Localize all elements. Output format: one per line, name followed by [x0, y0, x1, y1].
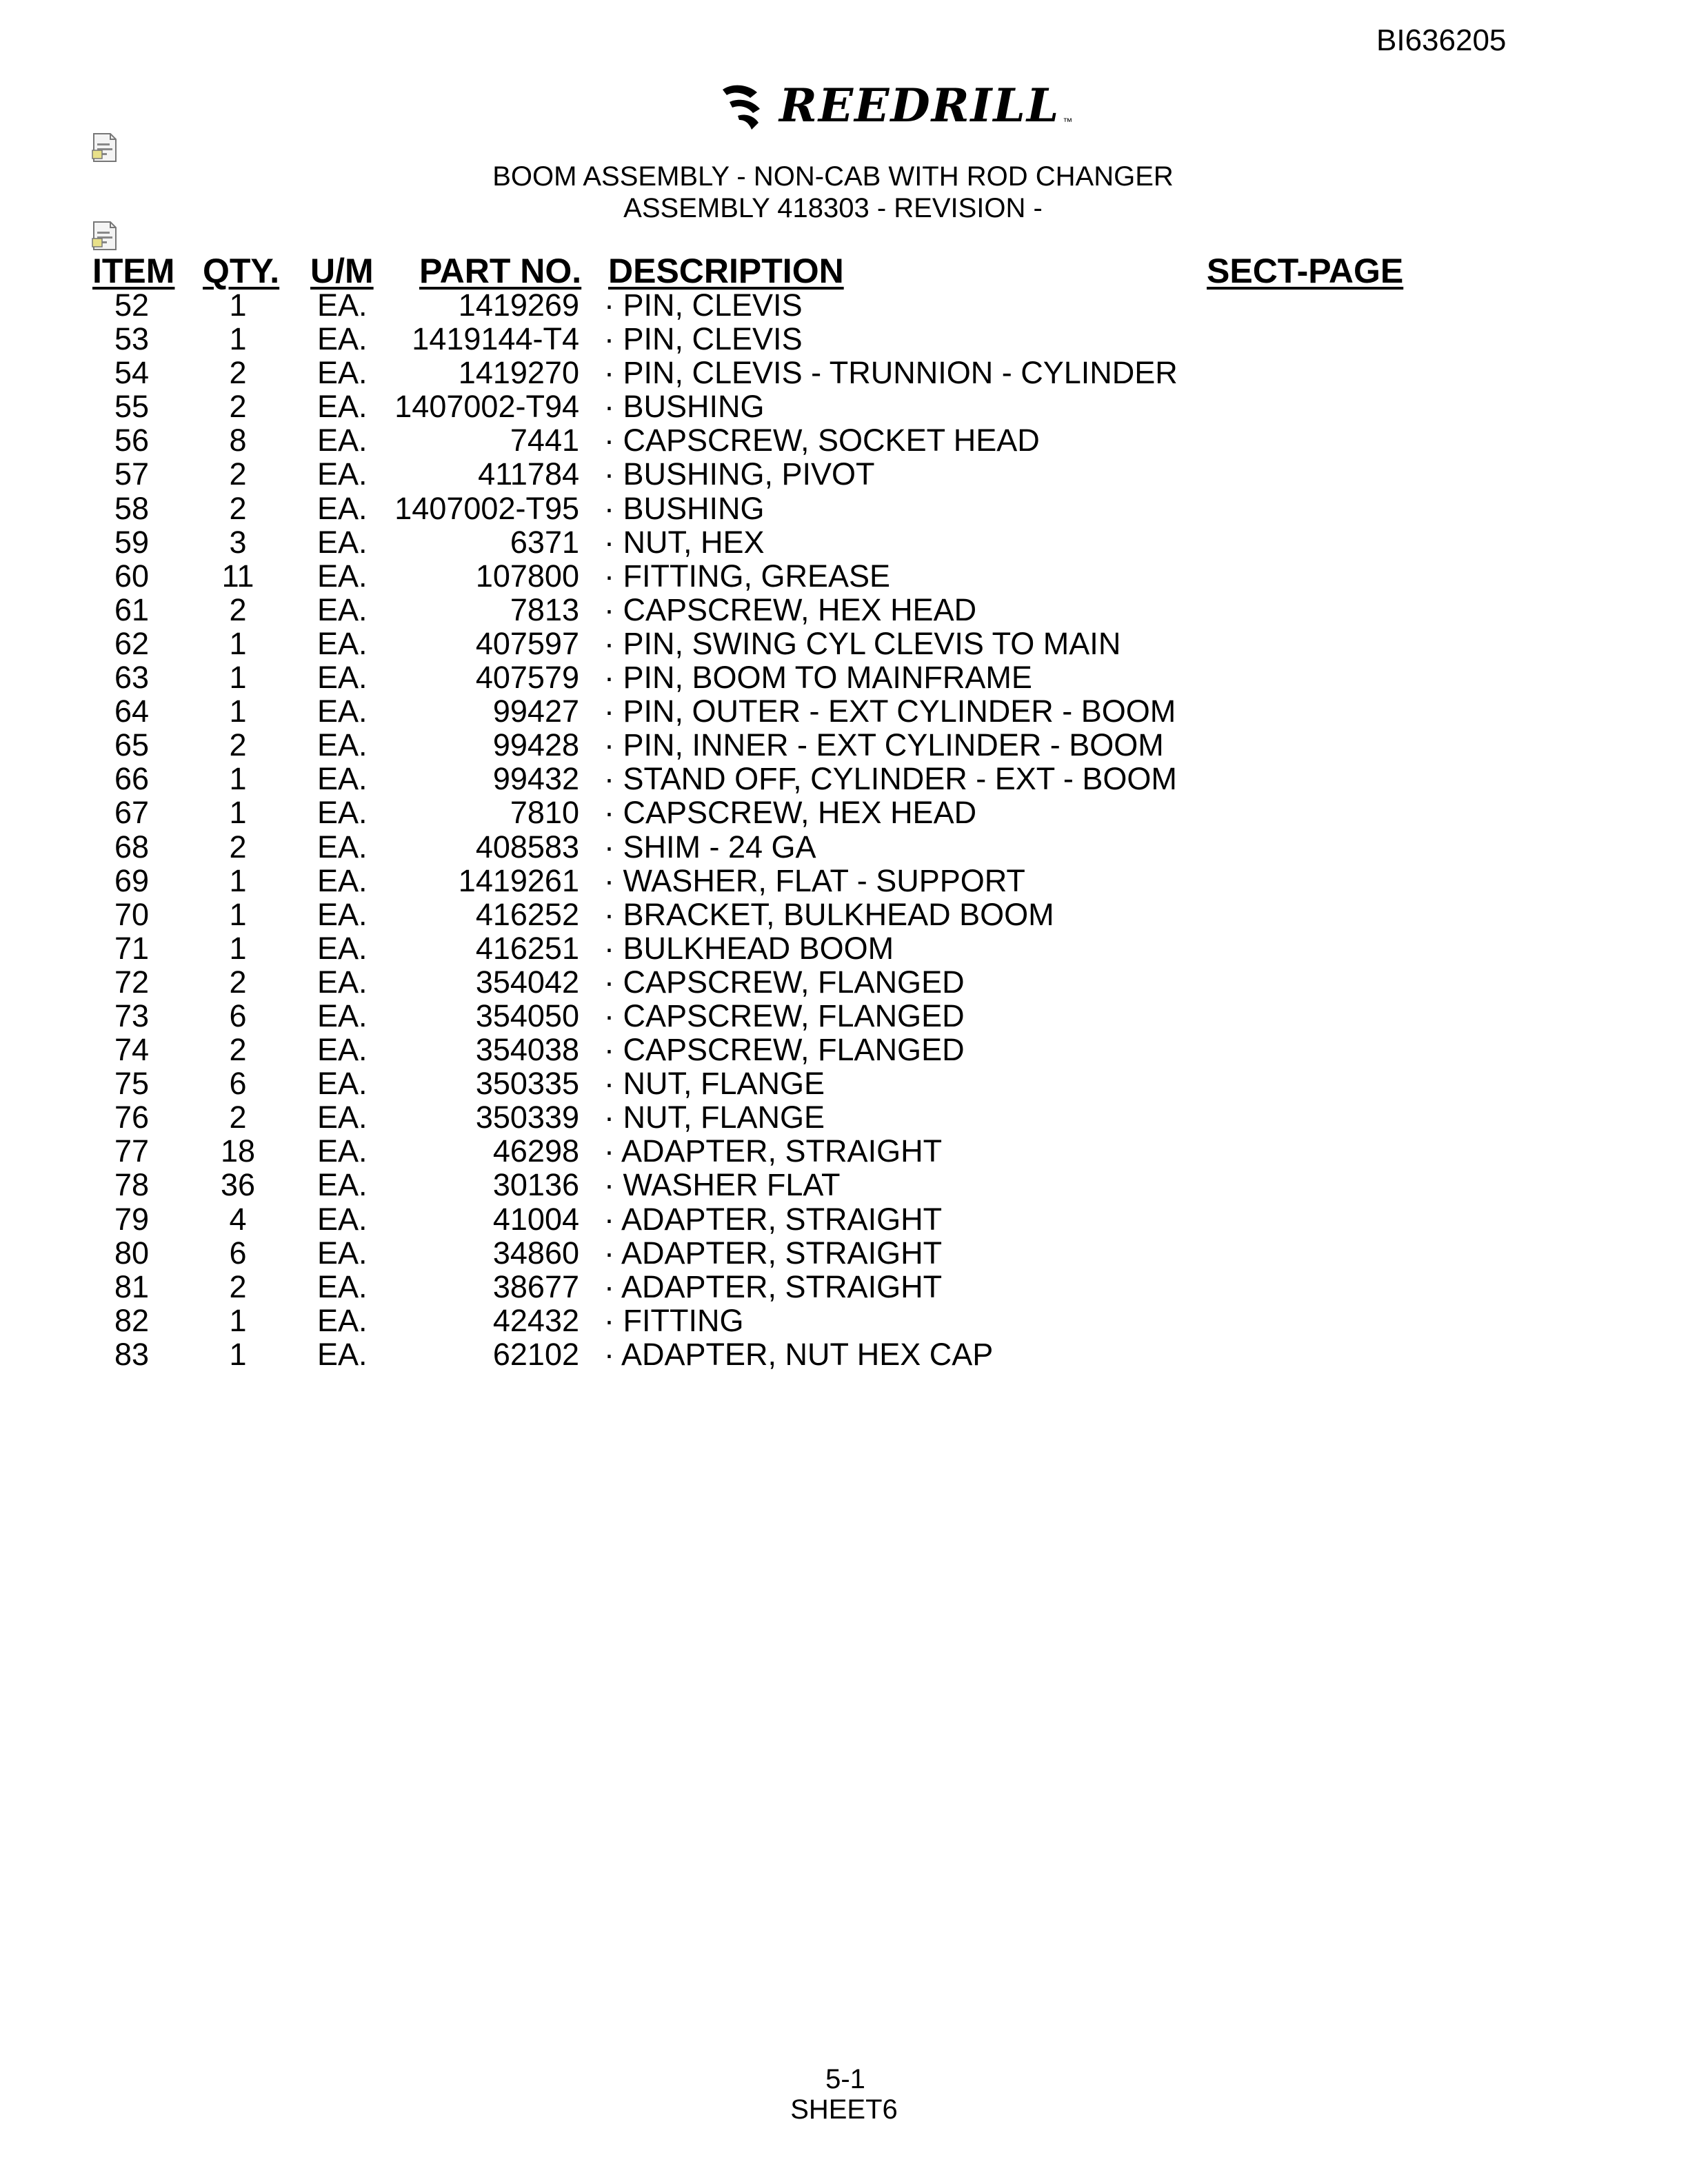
quantity: 4 [229, 1201, 247, 1237]
quantity: 2 [229, 1268, 247, 1304]
part-description: · BUSHING [604, 490, 765, 526]
quantity: 2 [229, 592, 247, 627]
item-number: 82 [114, 1302, 150, 1338]
column-header-qty: QTY. [203, 252, 280, 290]
table-row [0, 288, 1688, 322]
table-row [0, 1134, 1688, 1168]
item-number: 62 [114, 625, 150, 661]
quantity: 1 [229, 625, 247, 661]
document-id: BI636205 [1376, 23, 1507, 57]
unit-of-measure: EA. [317, 660, 368, 696]
item-number: 74 [114, 1032, 150, 1068]
sheet-label: SHEET6 [790, 2094, 898, 2125]
item-number: 64 [114, 694, 150, 729]
parts-list [0, 288, 1688, 1371]
item-number: 72 [114, 964, 150, 1000]
item-number: 79 [114, 1201, 150, 1237]
unit-of-measure: EA. [317, 1302, 368, 1338]
quantity: 2 [229, 355, 247, 391]
item-number: 75 [114, 1066, 150, 1102]
part-description: · NUT, FLANGE [604, 1066, 825, 1102]
unit-of-measure: EA. [317, 1032, 368, 1068]
table-row [0, 660, 1688, 694]
quantity: 6 [229, 1066, 247, 1102]
item-number: 61 [114, 592, 150, 627]
item-number: 57 [114, 456, 150, 492]
unit-of-measure: EA. [317, 625, 368, 661]
unit-of-measure: EA. [317, 592, 368, 627]
quantity: 1 [229, 694, 247, 729]
part-description: · NUT, HEX [604, 524, 765, 560]
table-row [0, 559, 1688, 593]
table-row [0, 1337, 1688, 1371]
quantity: 1 [229, 1336, 247, 1372]
part-number: 1407002-T94 [394, 389, 579, 425]
part-description: · ADAPTER, NUT HEX CAP [604, 1336, 994, 1372]
part-number: 62102 [492, 1336, 579, 1372]
unit-of-measure: EA. [317, 389, 368, 425]
unit-of-measure: EA. [317, 287, 368, 323]
part-number: 1407002-T95 [394, 490, 579, 526]
part-number: 30136 [492, 1167, 579, 1203]
table-row [0, 1304, 1688, 1337]
table-row [0, 593, 1688, 627]
item-number: 83 [114, 1336, 150, 1372]
part-description: · PIN, CLEVIS [604, 321, 803, 357]
part-number: 7810 [510, 795, 579, 831]
item-number: 81 [114, 1268, 150, 1304]
assembly-number: ASSEMBLY 418303 - REVISION - [623, 193, 1043, 223]
quantity: 3 [229, 524, 247, 560]
table-row [0, 1066, 1688, 1100]
column-header-description: DESCRIPTION [608, 252, 844, 290]
table-row [0, 898, 1688, 931]
part-number: 99427 [492, 694, 579, 729]
part-description: · FITTING [604, 1302, 744, 1338]
quantity: 1 [229, 321, 247, 357]
quantity: 1 [229, 862, 247, 898]
quantity: 1 [229, 896, 247, 932]
item-number: 80 [114, 1235, 150, 1271]
part-description: · NUT, FLANGE [604, 1100, 825, 1135]
table-row [0, 1202, 1688, 1236]
part-number: 407579 [475, 660, 579, 696]
table-row [0, 999, 1688, 1033]
item-number: 60 [114, 558, 150, 594]
unit-of-measure: EA. [317, 761, 368, 797]
quantity: 2 [229, 829, 247, 865]
item-number: 73 [114, 998, 150, 1033]
unit-of-measure: EA. [317, 829, 368, 865]
table-row [0, 1100, 1688, 1134]
part-number: 1419261 [458, 862, 579, 898]
column-header-part-no: PART NO. [419, 252, 582, 290]
part-description: · CAPSCREW, HEX HEAD [604, 795, 977, 831]
part-description: · BUSHING [604, 389, 765, 425]
reedrill-emblem-icon [717, 77, 771, 134]
part-number: 416251 [475, 930, 579, 966]
part-number: 1419269 [458, 287, 579, 323]
page-number: 5-1 [825, 2064, 865, 2094]
item-number: 54 [114, 355, 150, 391]
part-description: · WASHER FLAT [604, 1167, 841, 1203]
quantity: 1 [229, 1302, 247, 1338]
part-description: · ADAPTER, STRAIGHT [604, 1235, 943, 1271]
unit-of-measure: EA. [317, 558, 368, 594]
table-row [0, 390, 1688, 423]
quantity: 18 [220, 1133, 256, 1169]
quantity: 2 [229, 964, 247, 1000]
unit-of-measure: EA. [317, 1066, 368, 1102]
quantity: 2 [229, 389, 247, 425]
table-row [0, 796, 1688, 829]
table-row [0, 525, 1688, 559]
quantity: 2 [229, 727, 247, 763]
table-row [0, 762, 1688, 796]
unit-of-measure: EA. [317, 524, 368, 560]
quantity: 2 [229, 490, 247, 526]
part-number: 7441 [510, 423, 579, 458]
part-number: 354038 [475, 1032, 579, 1068]
part-description: · STAND OFF, CYLINDER - EXT - BOOM [604, 761, 1177, 797]
quantity: 2 [229, 1100, 247, 1135]
column-header-item: ITEM [92, 252, 175, 290]
item-number: 65 [114, 727, 150, 763]
quantity: 11 [221, 558, 254, 594]
item-number: 56 [114, 423, 150, 458]
part-number: 1419144-T4 [412, 321, 579, 357]
unit-of-measure: EA. [317, 423, 368, 458]
quantity: 8 [229, 423, 247, 458]
part-description: · CAPSCREW, FLANGED [604, 964, 965, 1000]
part-number: 41004 [492, 1201, 579, 1237]
item-number: 66 [114, 761, 150, 797]
document-icon [91, 221, 119, 251]
item-number: 76 [114, 1100, 150, 1135]
part-description: · FITTING, GREASE [604, 558, 891, 594]
unit-of-measure: EA. [317, 355, 368, 391]
column-header-sect-page: SECT-PAGE [1207, 252, 1404, 290]
table-row [0, 694, 1688, 728]
item-number: 67 [114, 795, 150, 831]
column-header-um: U/M [310, 252, 374, 290]
unit-of-measure: EA. [317, 1235, 368, 1271]
part-number: 99432 [492, 761, 579, 797]
unit-of-measure: EA. [317, 694, 368, 729]
part-number: 42432 [492, 1302, 579, 1338]
part-number: 7813 [510, 592, 579, 627]
table-row [0, 627, 1688, 660]
quantity: 36 [220, 1167, 256, 1203]
unit-of-measure: EA. [317, 1133, 368, 1169]
part-number: 1419270 [458, 355, 579, 391]
part-description: · CAPSCREW, SOCKET HEAD [604, 423, 1040, 458]
item-number: 58 [114, 490, 150, 526]
table-row [0, 1270, 1688, 1304]
unit-of-measure: EA. [317, 795, 368, 831]
unit-of-measure: EA. [317, 964, 368, 1000]
part-description: · PIN, BOOM TO MAINFRAME [604, 660, 1032, 696]
unit-of-measure: EA. [317, 998, 368, 1033]
part-number: 350339 [475, 1100, 579, 1135]
part-description: · ADAPTER, STRAIGHT [604, 1268, 943, 1304]
part-description: · BRACKET, BULKHEAD BOOM [604, 896, 1054, 932]
document-icon [91, 132, 119, 163]
part-number: 408583 [475, 829, 579, 865]
quantity: 1 [229, 795, 247, 831]
unit-of-measure: EA. [317, 1100, 368, 1135]
table-row [0, 1033, 1688, 1066]
item-number: 63 [114, 660, 150, 696]
quantity: 2 [229, 1032, 247, 1068]
item-number: 68 [114, 829, 150, 865]
unit-of-measure: EA. [317, 1167, 368, 1203]
part-description: · CAPSCREW, FLANGED [604, 1032, 965, 1068]
part-description: · BULKHEAD BOOM [604, 930, 894, 966]
unit-of-measure: EA. [317, 490, 368, 526]
assembly-title: BOOM ASSEMBLY - NON-CAB WITH ROD CHANGER [492, 161, 1174, 192]
part-number: 350335 [475, 1066, 579, 1102]
part-description: · PIN, INNER - EXT CYLINDER - BOOM [604, 727, 1164, 763]
item-number: 69 [114, 862, 150, 898]
quantity: 2 [229, 456, 247, 492]
quantity: 1 [229, 761, 247, 797]
part-description: · WASHER, FLAT - SUPPORT [604, 862, 1025, 898]
item-number: 77 [114, 1133, 150, 1169]
quantity: 6 [229, 998, 247, 1033]
part-number: 6371 [510, 524, 579, 560]
table-row [0, 830, 1688, 864]
part-description: · ADAPTER, STRAIGHT [604, 1201, 943, 1237]
part-number: 107800 [475, 558, 579, 594]
part-description: · PIN, SWING CYL CLEVIS TO MAIN [604, 625, 1121, 661]
unit-of-measure: EA. [317, 1336, 368, 1372]
table-row [0, 322, 1688, 356]
table-row [0, 457, 1688, 491]
quantity: 1 [229, 287, 247, 323]
quantity: 1 [229, 660, 247, 696]
unit-of-measure: EA. [317, 456, 368, 492]
item-number: 71 [114, 930, 150, 966]
part-number: 99428 [492, 727, 579, 763]
part-number: 38677 [492, 1268, 579, 1304]
part-number: 411784 [478, 456, 579, 492]
part-description: · PIN, CLEVIS [604, 287, 803, 323]
unit-of-measure: EA. [317, 321, 368, 357]
part-number: 34860 [492, 1235, 579, 1271]
item-number: 55 [114, 389, 150, 425]
table-row [0, 1168, 1688, 1202]
table-row [0, 356, 1688, 390]
item-number: 52 [114, 287, 150, 323]
item-number: 59 [114, 524, 150, 560]
table-row [0, 492, 1688, 525]
part-description: · PIN, CLEVIS - TRUNNION - CYLINDER [604, 355, 1178, 391]
quantity: 1 [229, 930, 247, 966]
item-number: 70 [114, 896, 150, 932]
part-description: · ADAPTER, STRAIGHT [604, 1133, 943, 1169]
part-number: 416252 [475, 896, 579, 932]
table-row [0, 728, 1688, 762]
table-row [0, 965, 1688, 999]
table-row [0, 423, 1688, 457]
item-number: 53 [114, 321, 150, 357]
part-description: · PIN, OUTER - EXT CYLINDER - BOOM [604, 694, 1176, 729]
quantity: 6 [229, 1235, 247, 1271]
brand-trademark: ™ [1063, 116, 1073, 127]
part-number: 46298 [492, 1133, 579, 1169]
part-description: · BUSHING, PIVOT [604, 456, 875, 492]
part-number: 407597 [475, 625, 579, 661]
part-number: 354050 [475, 998, 579, 1033]
table-row [0, 1236, 1688, 1270]
brand-name: REEDRILL [779, 79, 1061, 132]
unit-of-measure: EA. [317, 862, 368, 898]
table-row [0, 864, 1688, 898]
reedrill-logo [717, 74, 1072, 136]
unit-of-measure: EA. [317, 930, 368, 966]
unit-of-measure: EA. [317, 896, 368, 932]
part-description: · CAPSCREW, HEX HEAD [604, 592, 977, 627]
part-description: · SHIM - 24 GA [604, 829, 816, 865]
unit-of-measure: EA. [317, 1201, 368, 1237]
item-number: 78 [114, 1167, 150, 1203]
part-description: · CAPSCREW, FLANGED [604, 998, 965, 1033]
part-number: 354042 [475, 964, 579, 1000]
table-row [0, 931, 1688, 965]
unit-of-measure: EA. [317, 1268, 368, 1304]
unit-of-measure: EA. [317, 727, 368, 763]
